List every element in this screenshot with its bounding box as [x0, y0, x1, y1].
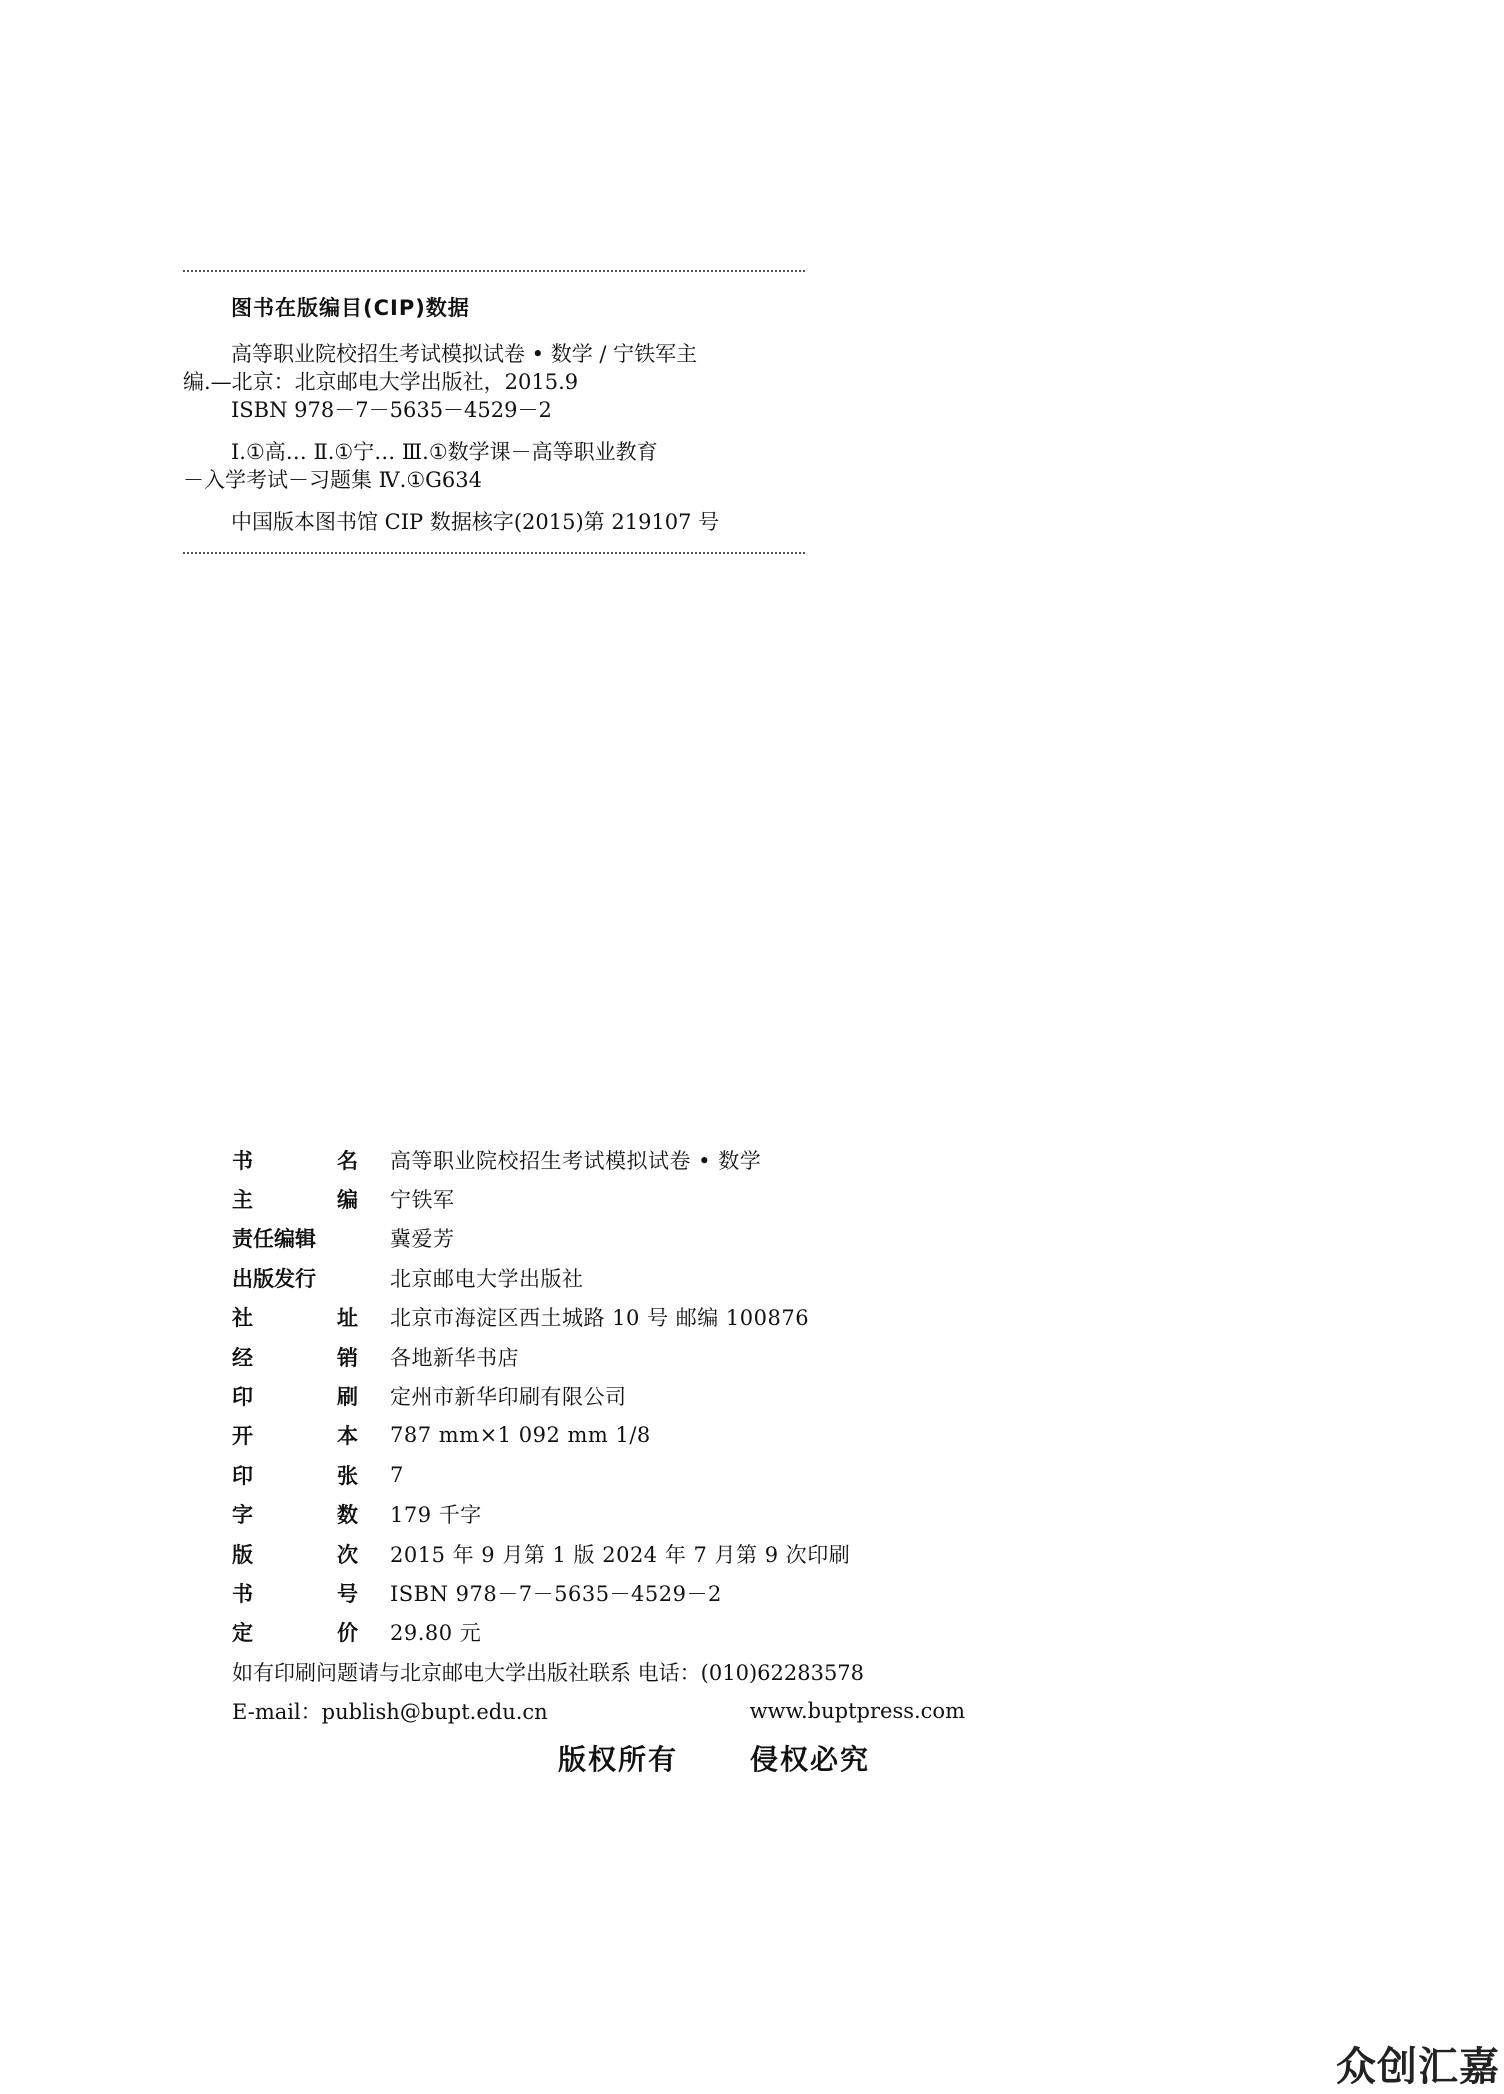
info-value: 高等职业院校招生考试模拟试卷 • 数学 [390, 1148, 762, 1173]
info-label-part: 社 [232, 1306, 253, 1331]
dotted-divider-bottom [183, 552, 805, 554]
info-label-part: 张 [337, 1463, 358, 1488]
info-label-part: 名 [337, 1148, 358, 1173]
info-label [232, 1381, 358, 1411]
info-label [232, 1460, 358, 1490]
cip-line: Ⅰ.①高… Ⅱ.①宁… Ⅲ.①数学课－高等职业教育 [231, 440, 658, 464]
info-label-part: 价 [337, 1621, 358, 1646]
info-label-part: 版 [232, 1542, 253, 1567]
info-value: 宁铁军 [390, 1188, 455, 1213]
info-label-part: 编 [337, 1188, 358, 1213]
info-label-part: 印 [232, 1385, 253, 1410]
info-label [232, 1223, 358, 1253]
info-value: 北京邮电大学出版社 [390, 1266, 584, 1291]
info-label-part: 印 [232, 1463, 253, 1488]
info-value: 29.80 元 [390, 1621, 482, 1646]
info-label [232, 1145, 358, 1175]
info-value: 7 [390, 1462, 404, 1487]
cip-block [183, 270, 805, 554]
cip-line: 编.—北京：北京邮电大学出版社，2015.9 [183, 370, 579, 394]
cip-line: －入学考试－习题集 Ⅳ.①G634 [183, 468, 483, 492]
contact-links [232, 1691, 965, 1730]
info-row [232, 1613, 972, 1652]
info-label [232, 1578, 358, 1608]
info-row [232, 1298, 972, 1337]
info-row [232, 1495, 972, 1534]
email-text: E-mail：publish@bupt.edu.cn [232, 1700, 548, 1725]
info-value: 定州市新华印刷有限公司 [390, 1385, 627, 1410]
info-label [232, 1617, 358, 1647]
cip-line: ISBN 978－7－5635－4529－2 [231, 398, 552, 422]
info-row [232, 1534, 972, 1573]
info-row [232, 1219, 972, 1258]
info-label [232, 1342, 358, 1372]
cip-paragraph-3 [183, 508, 805, 536]
info-row [232, 1416, 972, 1455]
publication-info [232, 1140, 972, 1731]
cip-paragraph-1 [183, 340, 805, 424]
dotted-divider-top [183, 270, 805, 272]
info-label [232, 1184, 358, 1214]
info-rows [232, 1140, 972, 1652]
info-label-part: 次 [337, 1542, 358, 1567]
info-row [232, 1179, 972, 1218]
info-value: 冀爱芳 [390, 1227, 455, 1252]
info-label-part: 主 [232, 1188, 253, 1213]
info-label-part: 销 [337, 1345, 358, 1370]
website-text: www.buptpress.com [749, 1699, 965, 1724]
info-label [232, 1302, 358, 1332]
info-row [232, 1376, 972, 1415]
info-row [232, 1140, 972, 1179]
info-label-part: 本 [337, 1424, 358, 1449]
info-label [232, 1263, 358, 1293]
rights-reserved: 版权所有 [558, 1743, 679, 1776]
info-label-part: 责任编辑 [232, 1227, 316, 1252]
cip-paragraph-2 [183, 438, 805, 494]
cip-title: 图书在版编目(CIP)数据 [231, 296, 470, 320]
info-label-part: 书 [232, 1148, 253, 1173]
info-label-part: 定 [232, 1621, 253, 1646]
info-label-part: 号 [337, 1581, 358, 1606]
watermark-logo: 众创汇嘉 [1336, 2044, 1500, 2090]
info-label [232, 1539, 358, 1569]
contact-note: 如有印刷问题请与北京邮电大学出版社联系 电话：(010)62283578 [232, 1660, 865, 1685]
info-value: 北京市海淀区西土城路 10 号 邮编 100876 [390, 1306, 810, 1331]
info-value: 787 mm×1 092 mm 1/8 [390, 1423, 651, 1448]
piracy-notice: 侵权必究 [750, 1743, 871, 1776]
info-value: 各地新华书店 [390, 1345, 519, 1370]
info-row [232, 1573, 972, 1612]
info-label-part: 出版发行 [232, 1266, 316, 1291]
info-label-part: 经 [232, 1345, 253, 1370]
info-value: 2015 年 9 月第 1 版 2024 年 7 月第 9 次印刷 [390, 1542, 851, 1567]
info-label-part: 址 [337, 1306, 358, 1331]
copyright-notice [558, 1738, 870, 1778]
info-label-part: 数 [337, 1503, 358, 1528]
info-label-part: 书 [232, 1581, 253, 1606]
info-label [232, 1420, 358, 1450]
info-row [232, 1258, 972, 1297]
info-label-part: 刷 [337, 1385, 358, 1410]
info-row [232, 1337, 972, 1376]
info-label-part: 字 [232, 1503, 253, 1528]
info-row [232, 1455, 972, 1494]
info-label-part: 开 [232, 1424, 253, 1449]
info-value: 179 千字 [390, 1503, 482, 1528]
info-value: ISBN 978－7－5635－4529－2 [390, 1581, 722, 1606]
cip-line: 高等职业院校招生考试模拟试卷 • 数学 / 宁铁军主 [231, 342, 698, 366]
cip-line: 中国版本图书馆 CIP 数据核字(2015)第 219107 号 [231, 510, 720, 534]
info-label [232, 1499, 358, 1529]
